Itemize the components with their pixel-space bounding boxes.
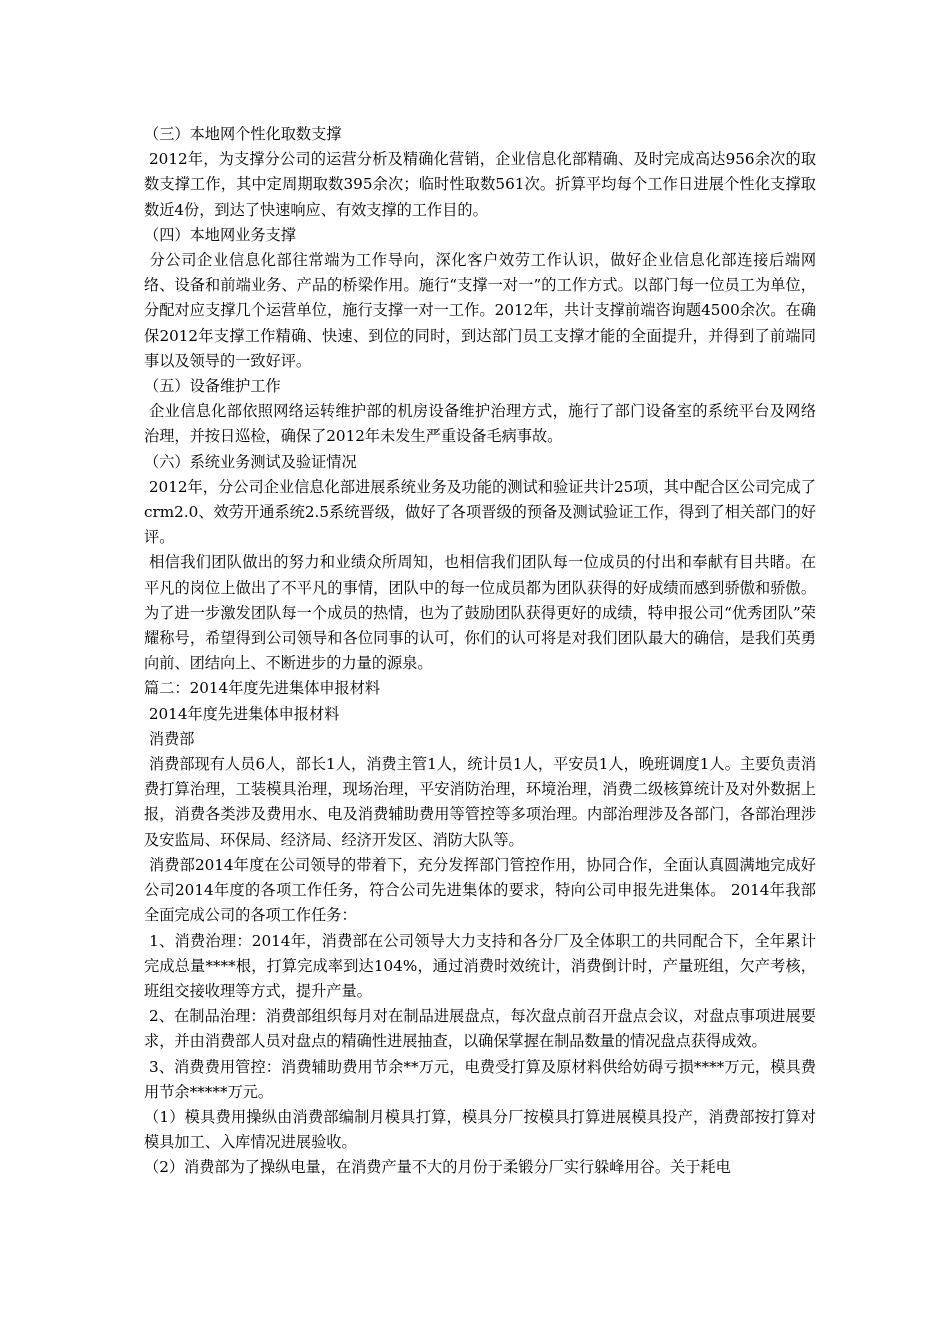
list-item: 1、消费治理：2014年，消费部在公司领导大力支持和各分厂及全体职工的共同配合下，全年累计完成总量****根，打算完成率到达104%，通过消费时效统计，消费倒计时，产量班组，欠产考核，班组交接收理等方式，提升产量。 — [144, 931, 816, 1000]
body-paragraph: 消费部现有人员6人，部长1人，消费主管1人，统计员1人，平安员1人，晚班调度1人。主要负责消费打算治理，工装模具治理，现场治理，平安消防治理，环境治理，消费二级核算统计及对外数据上报，消费各类涉及费用水、电及消费辅助费用等管控等多项治理。内部治理涉及各部门，各部治理涉及安监局、环保局、经济局、经济开发区、消防大队等。 — [144, 755, 817, 849]
body-paragraph: 消费部2014年度在公司领导的带着下，充分发挥部门管控作用，协同合作，全面认真圆满地完成好公司2014年度的各项工作任务，符合公司先进集体的要求，特向公司申报先进集体。 2014年我部全面完成公司的各项工作任务： — [144, 855, 816, 925]
list-item: 3、消费费用管控：消费辅助费用节余**万元，电费受打算及原材料供给妨碍亏损****万元，模具费用节余*****万元。 — [144, 1057, 816, 1101]
body-paragraph: 企业信息化部依照网络运转维护部的机房设备维护治理方式，施行了部门设备室的系统平台及网络治理，并按日巡检，确保了2012年未发生严重设备毛病事故。 — [144, 402, 816, 446]
article-title: 篇二：2014年度先进集体申报材料 — [144, 679, 381, 698]
document-title: 2014年度先进集体申报材料 — [144, 704, 340, 723]
department-name: 消费部 — [144, 729, 195, 748]
section-heading-3: （三）本地网个性化取数支撑 — [144, 125, 342, 143]
document-page — [144, 122, 816, 1181]
list-item: 2、在制品治理：消费部组织每月对在制品进展盘点，每次盘点前召开盘点会议，对盘点事项进展要求，并由消费部人员对盘点的精确性进展抽查，以确保掌握在制品数量的情况盘点获得成效。 — [144, 1007, 816, 1051]
sub-list-item: （1）模具费用操纵由消费部编制月模具打算，模具分厂按模具打算进展模具投产，消费部按打算对模具加工、入库情况进展验收。 — [144, 1107, 816, 1152]
section-heading-4: （四）本地网业务支撑 — [144, 225, 296, 244]
sub-list-item: （2）消费部为了操纵电量，在消费产量不大的月份于柔锻分厂实行躲峰用谷。关于耗电 — [144, 1158, 731, 1177]
body-paragraph: 分公司企业信息化部往常端为工作导向，深化客户效劳工作认识，做好企业信息化部连接后端网络、设备和前端业务、产品的桥梁作用。施行“支撑一对一”的工作方式。以部门每一位员工为单位，分配对应支撑几个运营单位，施行支撑一对一工作。2012年，共计支撑前端咨询题4500余次。在确保2012年支撑工作精确、快速、到位的同时，到达部门员工支撑才能的全面提升，并得到了前端同事以及领导的一致好评。 — [144, 251, 817, 370]
body-paragraph: 相信我们团队做出的努力和业绩众所周知，也相信我们团队每一位成员的付出和奉献有目共睹。在平凡的岗位上做出了不平凡的事情，团队中的每一位成员都为团队获得的好成绩而感到骄傲和骄傲。为了进一步激发团队每一个成员的热情，也为了鼓励团队获得更好的成绩，特申报公司“优秀团队”荣耀称号，希望得到公司领导和各位同事的认可，你们的认可将是对我们团队最大的确信，是我们英勇向前、团结向上、不断进步的力量的源泉。 — [144, 553, 816, 673]
section-heading-6: （六）系统业务测试及验证情况 — [144, 452, 357, 471]
body-paragraph: 2012年，分公司企业信息化部进展系统业务及功能的测试和验证共计25项，其中配合区公司完成了crm2.0、效劳开通系统2.5系统晋级，做好了各项晋级的预备及测试验证工作，得到了相关部门的好评。 — [144, 477, 816, 547]
body-paragraph: 2012年，为支撑分公司的运营分析及精确化营销，企业信息化部精确、及时完成高达956余次的取数支撑工作，其中定周期取数395余次；临时性取数561次。折算平均每个工作日进展个性化支撑取数近4份，到达了快速响应、有效支撑的工作目的。 — [144, 150, 817, 219]
section-heading-5: （五）设备维护工作 — [144, 377, 281, 396]
